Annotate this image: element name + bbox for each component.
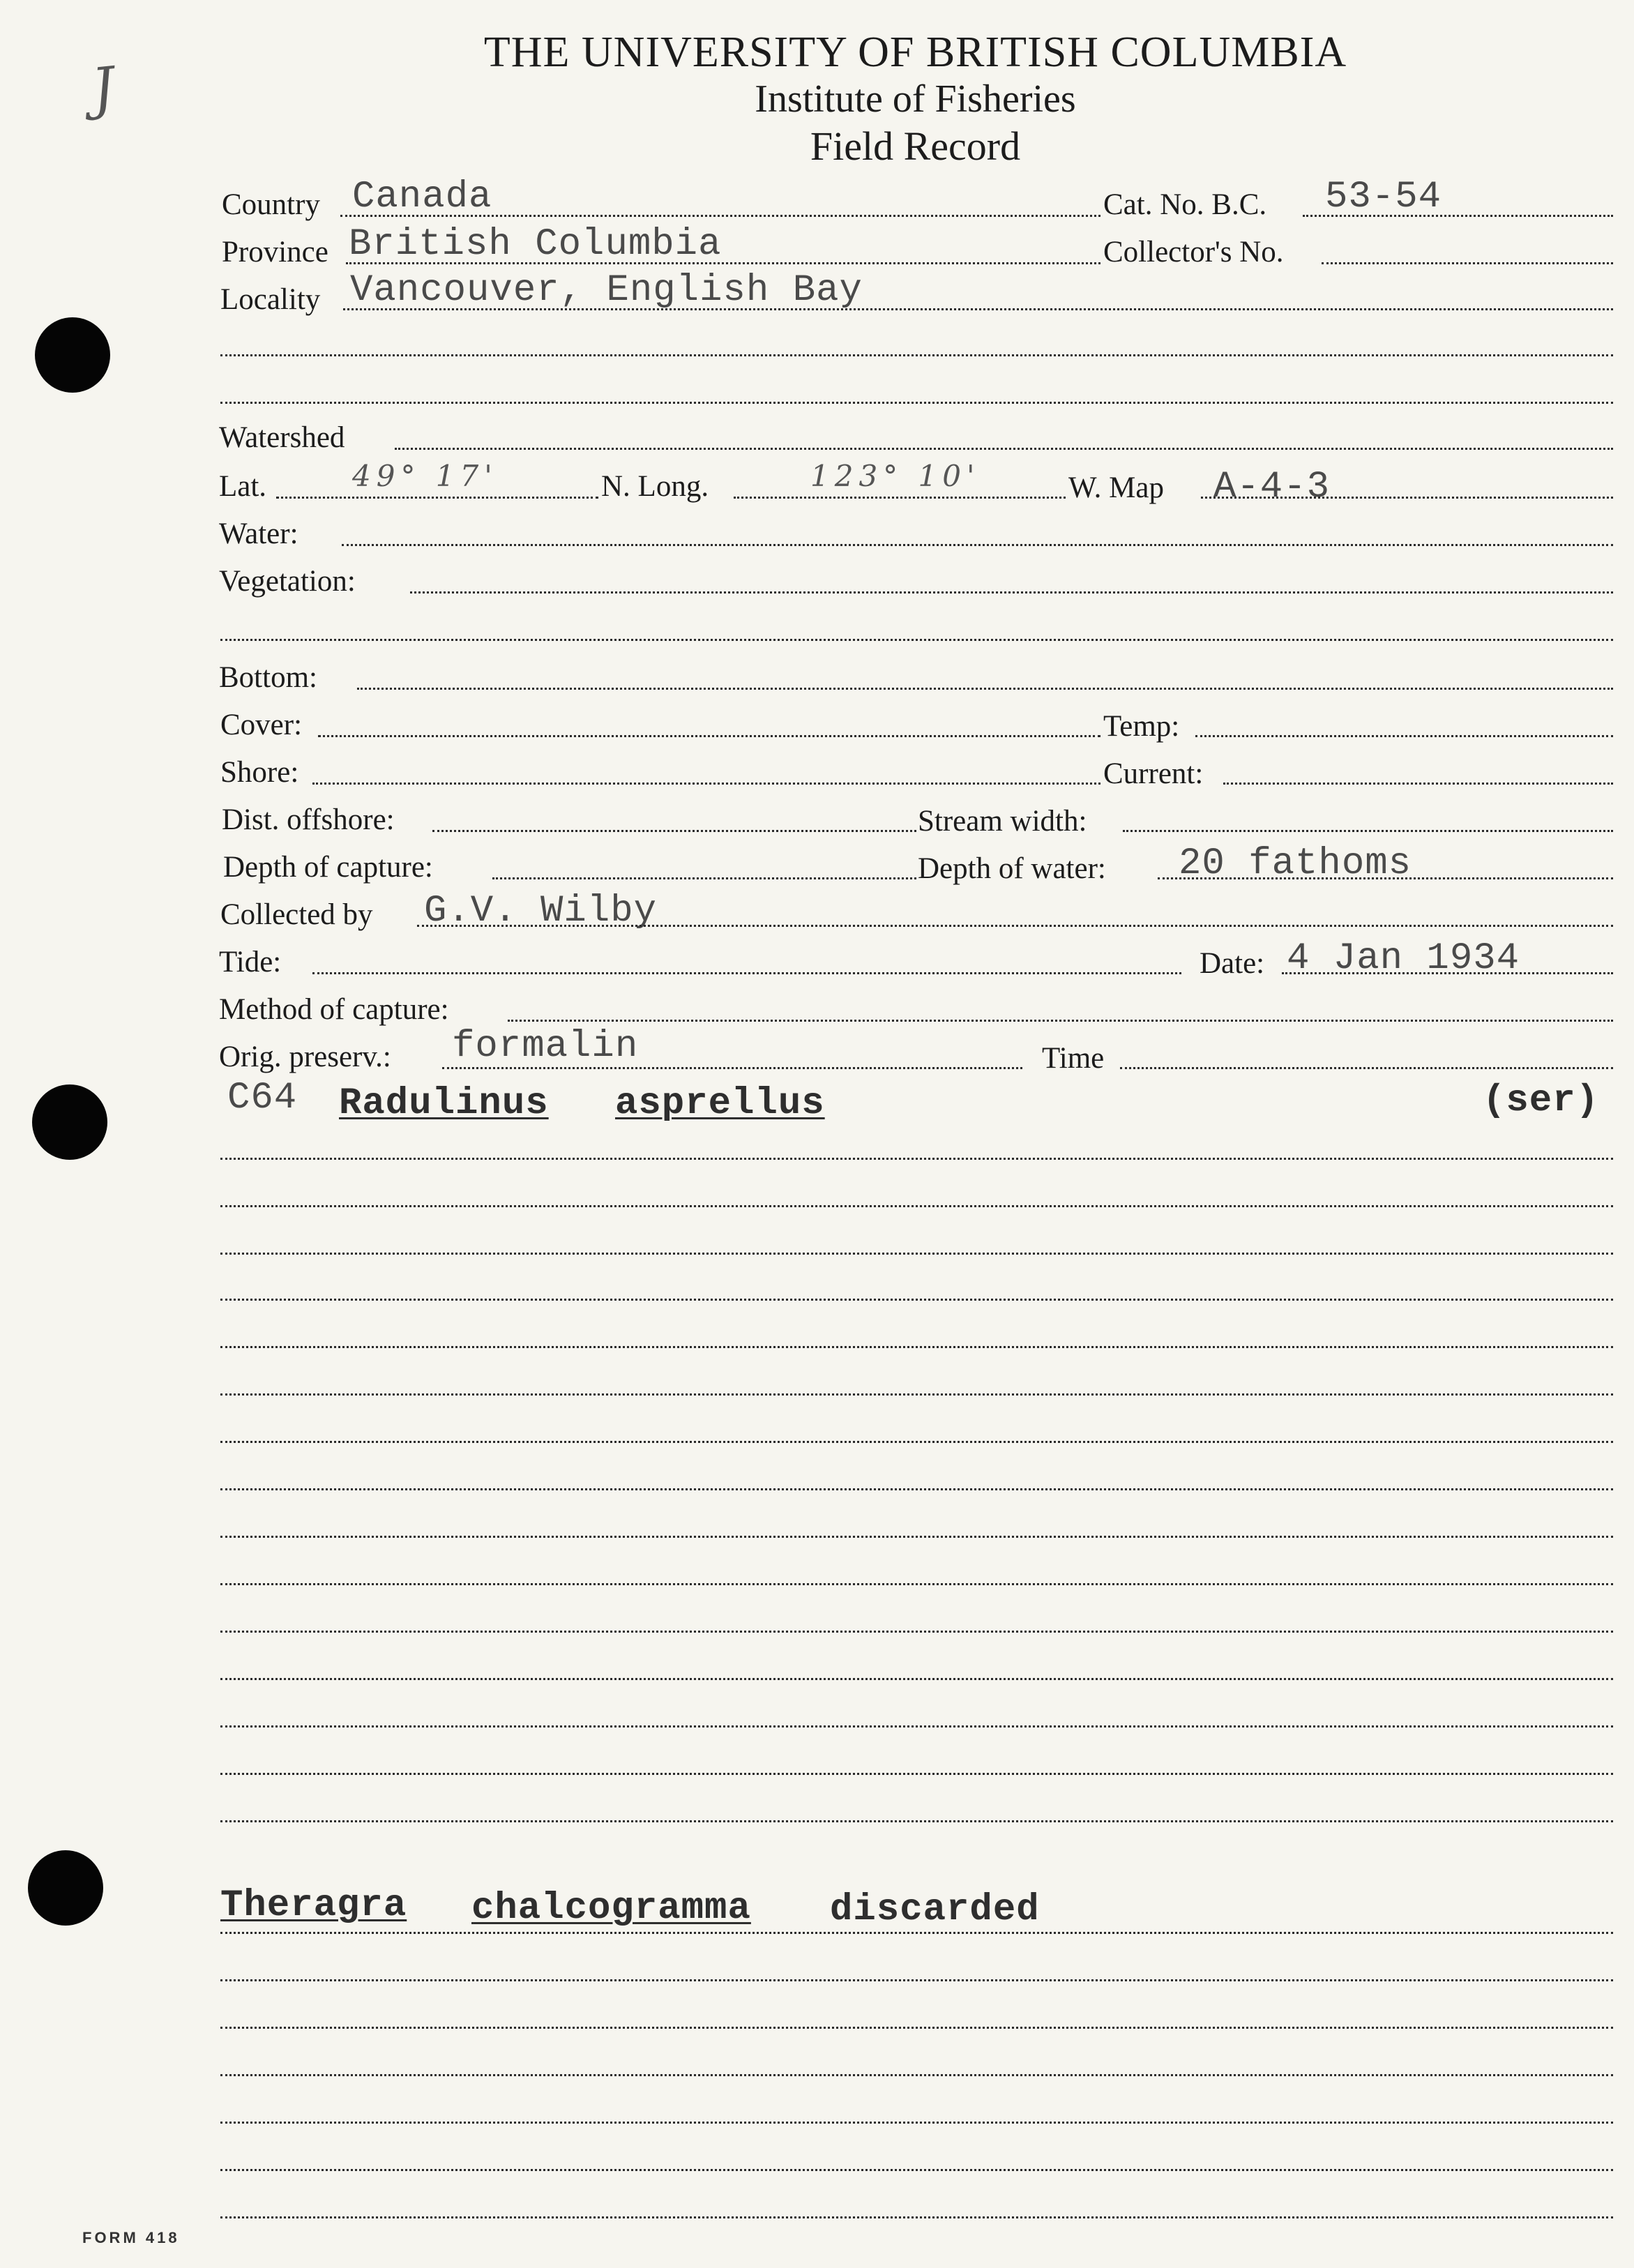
locality-label: Locality — [220, 283, 321, 316]
punch-hole-middle — [32, 1084, 107, 1160]
cat-no-label: Cat. No. B.C. — [1103, 188, 1267, 221]
time-label: Time — [1042, 1042, 1105, 1075]
cover-label: Cover: — [220, 709, 303, 741]
check-mark: J — [89, 54, 118, 122]
lat-value: 49° 17' — [352, 459, 498, 493]
punch-hole-top — [35, 317, 110, 393]
water-label: Water: — [219, 517, 298, 550]
collectors-no-label: Collector's No. — [1103, 236, 1284, 269]
form-number: FORM 418 — [82, 2229, 180, 2246]
species-epithet: asprellus — [615, 1082, 825, 1125]
depth-of-water-value: 20 fathoms — [1179, 842, 1412, 885]
temp-label: Temp: — [1103, 710, 1180, 743]
shore-label: Shore: — [220, 756, 299, 789]
collected-by-label: Collected by — [220, 898, 373, 931]
depth-of-capture-label: Depth of capture: — [223, 851, 433, 884]
species-genus: Radulinus — [339, 1082, 549, 1125]
province-label: Province — [222, 236, 328, 269]
orig-preserv-value: formalin — [452, 1025, 639, 1068]
country-label: Country — [222, 188, 320, 221]
long-value: 123° 10' — [810, 459, 981, 493]
punch-hole-bottom — [28, 1850, 103, 1926]
cat-no-value: 53-54 — [1325, 176, 1442, 218]
record-title: Field Record — [810, 123, 1021, 169]
country-value: Canada — [352, 176, 492, 218]
discard-epithet: chalcogramma — [471, 1887, 751, 1930]
date-value: 4 Jan 1934 — [1287, 937, 1520, 980]
n-long-label: N. Long. — [601, 470, 709, 503]
date-label: Date: — [1200, 947, 1265, 980]
current-label: Current: — [1103, 757, 1204, 790]
university-title: THE UNIVERSITY OF BRITISH COLUMBIA — [483, 29, 1347, 76]
watershed-label: Watershed — [219, 421, 345, 454]
w-map-label: W. Map — [1068, 471, 1164, 504]
discard-genus: Theragra — [220, 1884, 407, 1927]
locality-value: Vancouver, English Bay — [350, 269, 863, 312]
lat-label: Lat. — [219, 470, 267, 503]
discard-word: discarded — [830, 1889, 1040, 1931]
vegetation-label: Vegetation: — [219, 565, 356, 598]
depth-of-water-label: Depth of water: — [918, 852, 1106, 885]
dist-offshore-label: Dist. offshore: — [222, 803, 395, 836]
species-code: C64 — [227, 1077, 298, 1119]
bottom-label: Bottom: — [219, 661, 317, 694]
orig-preserv-label: Orig. preserv.: — [219, 1041, 391, 1073]
stream-width-label: Stream width: — [918, 805, 1087, 838]
method-of-capture-label: Method of capture: — [219, 993, 449, 1026]
collected-by-value: G.V. Wilby — [424, 890, 658, 932]
map-value: A-4-3 — [1213, 466, 1331, 508]
province-value: British Columbia — [349, 223, 722, 266]
species-tag: (ser) — [1483, 1080, 1600, 1122]
institute-title: Institute of Fisheries — [755, 77, 1076, 121]
tide-label: Tide: — [219, 946, 282, 978]
